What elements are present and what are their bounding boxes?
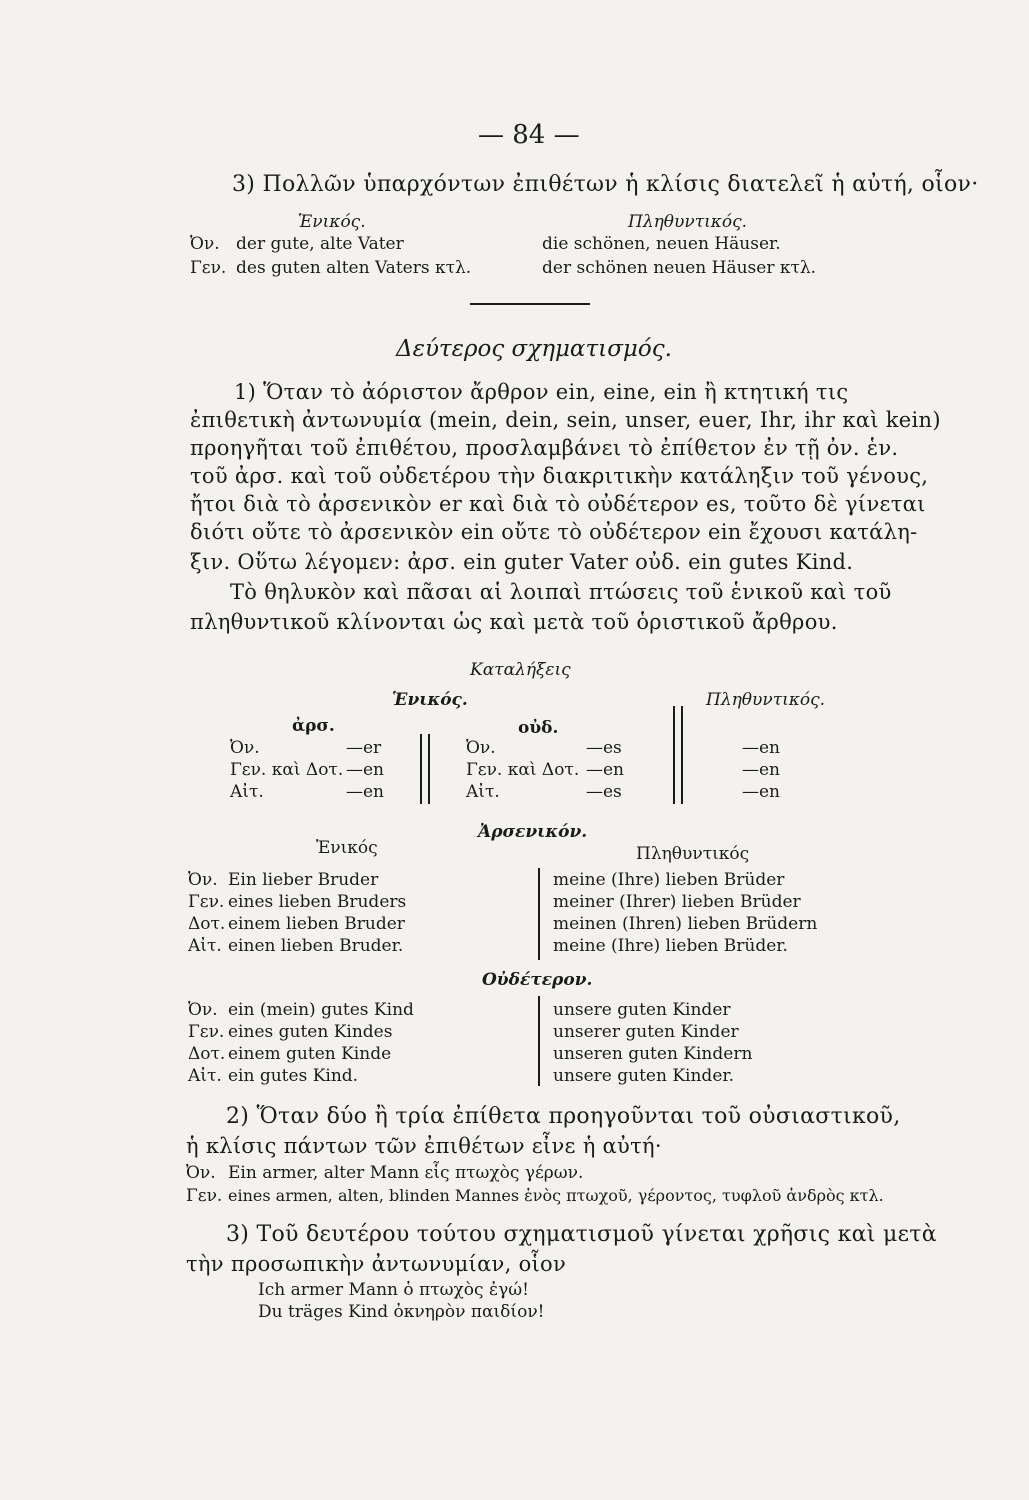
para3-line: τὴν προσωπικὴν ἀντωνυμίαν, οἷον	[186, 1252, 567, 1276]
endings-plural-head: Πληθυντικός.	[706, 690, 826, 710]
para1-line: 1) Ὅταν τὸ ἀόριστον ἄρθρον ein, eine, ein ἢ κτητική τις	[234, 380, 849, 404]
endings-masc-case: Αἰτ.	[230, 782, 264, 802]
neut-plural: unseren guten Kindern	[553, 1044, 753, 1064]
neut-plural: unsere guten Kinder	[553, 1000, 731, 1020]
masc-case: Ὀν.	[188, 870, 218, 890]
endings-plural-ending: —en	[742, 760, 781, 780]
neuter-title: Οὐδέτερον.	[482, 970, 593, 990]
para3-example: Ich armer Mann ὁ πτωχὸς ἐγώ!	[258, 1280, 529, 1300]
table1-singular-head: Ἑνικός.	[298, 212, 366, 232]
column-separator	[538, 996, 540, 1086]
masc-singular: einen lieben Bruder.	[228, 936, 404, 956]
endings-masc-case: Γεν. καὶ Δοτ.	[230, 760, 344, 780]
masc-plural: meinen (Ihren) lieben Brüdern	[553, 914, 818, 934]
endings-masc-ending: —en	[346, 760, 385, 780]
section3-intro: 3) Πολλῶν ὑπαρχόντων ἐπιθέτων ἡ κλίσις διατελεῖ ἡ αὐτή, οἷον·	[232, 172, 979, 197]
neut-singular: ein (mein) gutes Kind	[228, 1000, 414, 1020]
masc-singular: Ein lieber Bruder	[228, 870, 379, 890]
masc-case: Αἰτ.	[188, 936, 222, 956]
table1-case: Γεν.	[190, 258, 227, 278]
neut-case: Γεν.	[188, 1022, 225, 1042]
endings-plural-ending: —en	[742, 782, 781, 802]
para1-line: Τὸ θηλυκὸν καὶ πᾶσαι αἱ λοιπαὶ πτώσεις τοῦ ἑνικοῦ καὶ τοῦ	[230, 580, 892, 604]
neut-case: Ὀν.	[188, 1000, 218, 1020]
para1-line: ἤτοι διὰ τὸ ἀρσενικὸν er καὶ διὰ τὸ οὐδέτερον es, τοῦτο δὲ γίνεται	[190, 492, 926, 516]
endings-neut-ending: —es	[586, 738, 622, 758]
endings-neut-label: οὐδ.	[518, 718, 559, 738]
endings-title: Καταλήξεις	[470, 660, 571, 680]
masc-singular: einem lieben Bruder	[228, 914, 405, 934]
endings-neut-case: Γεν. καὶ Δοτ.	[466, 760, 580, 780]
neut-case: Δοτ.	[188, 1044, 226, 1064]
column-separator	[420, 734, 430, 804]
table1-singular: des guten alten Vaters κτλ.	[236, 258, 472, 278]
neut-singular: ein gutes Kind.	[228, 1066, 359, 1086]
para1-line: πληθυντικοῦ κλίνονται ὡς καὶ μετὰ τοῦ ὁριστικοῦ ἄρθρου.	[190, 610, 838, 634]
masc-plural: meiner (Ihrer) lieben Brüder	[553, 892, 801, 912]
table1-case: Ὀν.	[190, 234, 220, 254]
para2-line: 2) Ὅταν δύο ἢ τρία ἐπίθετα προηγοῦνται τοῦ οὐσιαστικοῦ,	[226, 1104, 901, 1129]
table1-singular: der gute, alte Vater	[236, 234, 404, 254]
column-separator	[538, 868, 540, 960]
para1-line: ξιν. Οὕτω λέγομεν: ἀρσ. ein guter Vater οὐδ. ein gutes Kind.	[190, 550, 854, 574]
endings-plural-ending: —en	[742, 738, 781, 758]
para1-line: προηγῆται τοῦ ἐπιθέτου, προσλαμβάνει τὸ ἐπίθετον ἐν τῇ ὀν. ἑν.	[190, 436, 899, 460]
masc-singular: eines lieben Bruders	[228, 892, 407, 912]
para1-line: διότι οὔτε τὸ ἀρσενικὸν ein οὔτε τὸ οὐδέτερον ein ἔχουσι κατάλη-	[190, 520, 918, 544]
para3-example: Du träges Kind ὀκνηρὸν παιδίον!	[258, 1302, 545, 1322]
neut-plural: unserer guten Kinder	[553, 1022, 739, 1042]
masc-case: Δοτ.	[188, 914, 226, 934]
para2-example-case: Ὀν.	[186, 1163, 216, 1183]
endings-neut-ending: —en	[586, 760, 625, 780]
endings-masc-label: ἀρσ.	[292, 716, 335, 736]
neut-singular: einem guten Kinde	[228, 1044, 392, 1064]
section-divider	[470, 303, 590, 305]
endings-neut-ending: —es	[586, 782, 622, 802]
para2-example: Ein armer, alter Mann εἷς πτωχὸς γέρων.	[228, 1163, 584, 1183]
para2-example: eines armen, alten, blinden Mannes ἑνὸς πτωχοῦ, γέροντος, τυφλοῦ ἀνδρὸς κτλ.	[228, 1186, 884, 1205]
endings-masc-ending: —en	[346, 782, 385, 802]
para3-line: 3) Τοῦ δευτέρου τούτου σχηματισμοῦ γίνεται χρῆσις καὶ μετὰ	[226, 1222, 937, 1247]
neut-plural: unsere guten Kinder.	[553, 1066, 735, 1086]
table1-plural: die schönen, neuen Häuser.	[542, 234, 781, 254]
section-heading: Δεύτερος σχηματισμός.	[396, 336, 672, 362]
masculine-singular-head: Ἑνικός	[316, 838, 378, 858]
table1-plural: der schönen neuen Häuser κτλ.	[542, 258, 817, 278]
endings-neut-case: Ὀν.	[466, 738, 496, 758]
table1-plural-head: Πληθυντικός.	[628, 212, 748, 232]
neut-singular: eines guten Kindes	[228, 1022, 393, 1042]
masc-plural: meine (Ihre) lieben Brüder.	[553, 936, 788, 956]
masculine-plural-head: Πληθυντικός	[636, 844, 750, 864]
para2-example-case: Γεν.	[186, 1186, 223, 1206]
neut-case: Αἰτ.	[188, 1066, 222, 1086]
endings-singular-head: Ἑνικός.	[392, 690, 468, 710]
para1-line: ἐπιθετικὴ ἀντωνυμία (mein, dein, sein, unser, euer, Ihr, ihr καὶ kein)	[190, 408, 941, 432]
masc-case: Γεν.	[188, 892, 225, 912]
endings-masc-ending: —er	[346, 738, 382, 758]
masculine-title: Ἀρσενικόν.	[478, 822, 588, 842]
endings-neut-case: Αἰτ.	[466, 782, 500, 802]
page-number: — 84 —	[478, 120, 580, 150]
endings-masc-case: Ὀν.	[230, 738, 260, 758]
para2-line: ἡ κλίσις πάντων τῶν ἐπιθέτων εἶνε ἡ αὐτή·	[186, 1134, 662, 1158]
para1-line: τοῦ ἀρσ. καὶ τοῦ οὐδετέρου τὴν διακριτικὴν κατάληξιν τοῦ γένους,	[190, 464, 929, 488]
masc-plural: meine (Ihre) lieben Brüder	[553, 870, 785, 890]
column-separator	[673, 706, 683, 804]
